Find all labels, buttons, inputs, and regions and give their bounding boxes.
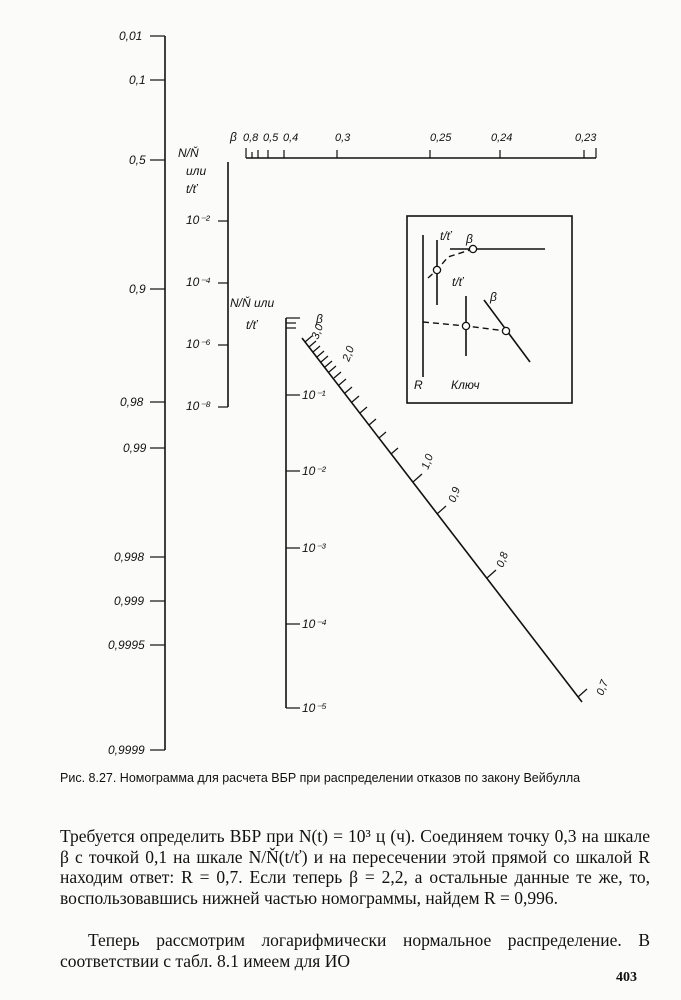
beta-upper-0-25: 0,25 — [430, 132, 452, 144]
r-label-0-9999: 0,9999 — [108, 743, 145, 757]
n-scale-title-3: t/ť — [186, 182, 197, 196]
r-label-0-5: 0,5 — [129, 153, 146, 167]
n-label-1e-8: 10⁻⁸ — [186, 399, 211, 413]
r-label-0-01: 0,01 — [119, 29, 143, 43]
beta-diag-0-9: 0,9 — [446, 485, 464, 505]
diag-dense-ticks — [305, 336, 587, 697]
r-label-0-998: 0,998 — [114, 550, 145, 564]
lower-label-1e-5: 10⁻⁵ — [302, 701, 327, 715]
r-scale — [108, 29, 165, 757]
key-label-beta2: β — [490, 290, 497, 304]
lower-label-1e-2: 10⁻² — [302, 464, 326, 478]
beta-upper-0-5: 0,5 — [263, 132, 279, 144]
r-label-0-9: 0,9 — [129, 282, 146, 296]
beta-diag-0-8: 0,8 — [494, 550, 512, 570]
beta-upper-title: β — [230, 130, 237, 144]
key-label-r: R — [414, 378, 423, 392]
n-scale-title-1: N/Ň — [178, 146, 199, 160]
n-label-1e-6: 10⁻⁶ — [186, 337, 211, 351]
beta-upper-0-8: 0,8 — [243, 132, 259, 144]
r-label-0-9995: 0,9995 — [108, 638, 145, 652]
lower-label-1e-4: 10⁻⁴ — [302, 617, 327, 631]
r-label-0-99: 0,99 — [123, 441, 147, 455]
r-label-0-1: 0,1 — [129, 73, 146, 87]
n-scale-title-2: или — [186, 164, 207, 178]
beta-scale-diagonal — [302, 312, 611, 702]
beta-diag-0-7: 0,7 — [594, 678, 612, 698]
key-label-t2: t/ť — [452, 275, 463, 289]
n-scale-upper — [178, 145, 228, 413]
paragraph-1: Требуется определить ВБР при N(t) = 10³ ц (ч). Соединяем точку 0,3 на шкале β с точкой 0,1 на шкале N/Ň(t/ť) и на пересечении этой прямой со шкалой R находим ответ: R = 0,7. Если теперь β = 2,2, а остальные данные те же, то, воспользовавшись нижней частью номограммы, найдем R = 0,996. — [60, 826, 650, 908]
lower-scale-title-2: t/ť — [246, 318, 257, 332]
page-number: 403 — [616, 970, 637, 985]
beta-upper-0-4: 0,4 — [283, 132, 299, 144]
r-label-0-98: 0,98 — [120, 395, 144, 409]
n-label-1e-4: 10⁻⁴ — [186, 275, 211, 289]
key-title: Ключ — [451, 378, 480, 392]
beta-upper-0-3: 0,3 — [335, 132, 351, 144]
beta-upper-0-23: 0,23 — [575, 132, 597, 144]
lower-label-1e-3: 10⁻³ — [302, 541, 326, 555]
lower-scale-title-1: N/Ň или — [230, 296, 275, 310]
r-label-0-999: 0,999 — [114, 594, 145, 608]
beta-scale-upper — [229, 130, 597, 158]
beta-upper-0-24: 0,24 — [491, 132, 513, 144]
n-label-1e-2: 10⁻² — [186, 213, 210, 227]
key-inset — [407, 216, 572, 403]
key-label-t1: t/ť — [440, 229, 451, 243]
key-label-beta1: β — [466, 232, 473, 246]
beta-diag-2-0: 2,0 — [340, 344, 358, 364]
figure-caption: Рис. 8.27. Номограмма для расчета ВБР при распределении отказов по закону Вейбулла — [60, 771, 581, 785]
beta-diag-title: β — [316, 312, 323, 326]
paragraph-2: Теперь рассмотрим логарифмически нормальное распределение. В соответствии с табл. 8.1 имеем для ИО — [60, 930, 650, 971]
lower-label-1e-1: 10⁻¹ — [302, 388, 326, 402]
n-scale-lower — [230, 295, 327, 715]
beta-diag-1-0: 1,0 — [419, 452, 437, 472]
beta-diag-3-0: 3,0 — [309, 322, 327, 342]
